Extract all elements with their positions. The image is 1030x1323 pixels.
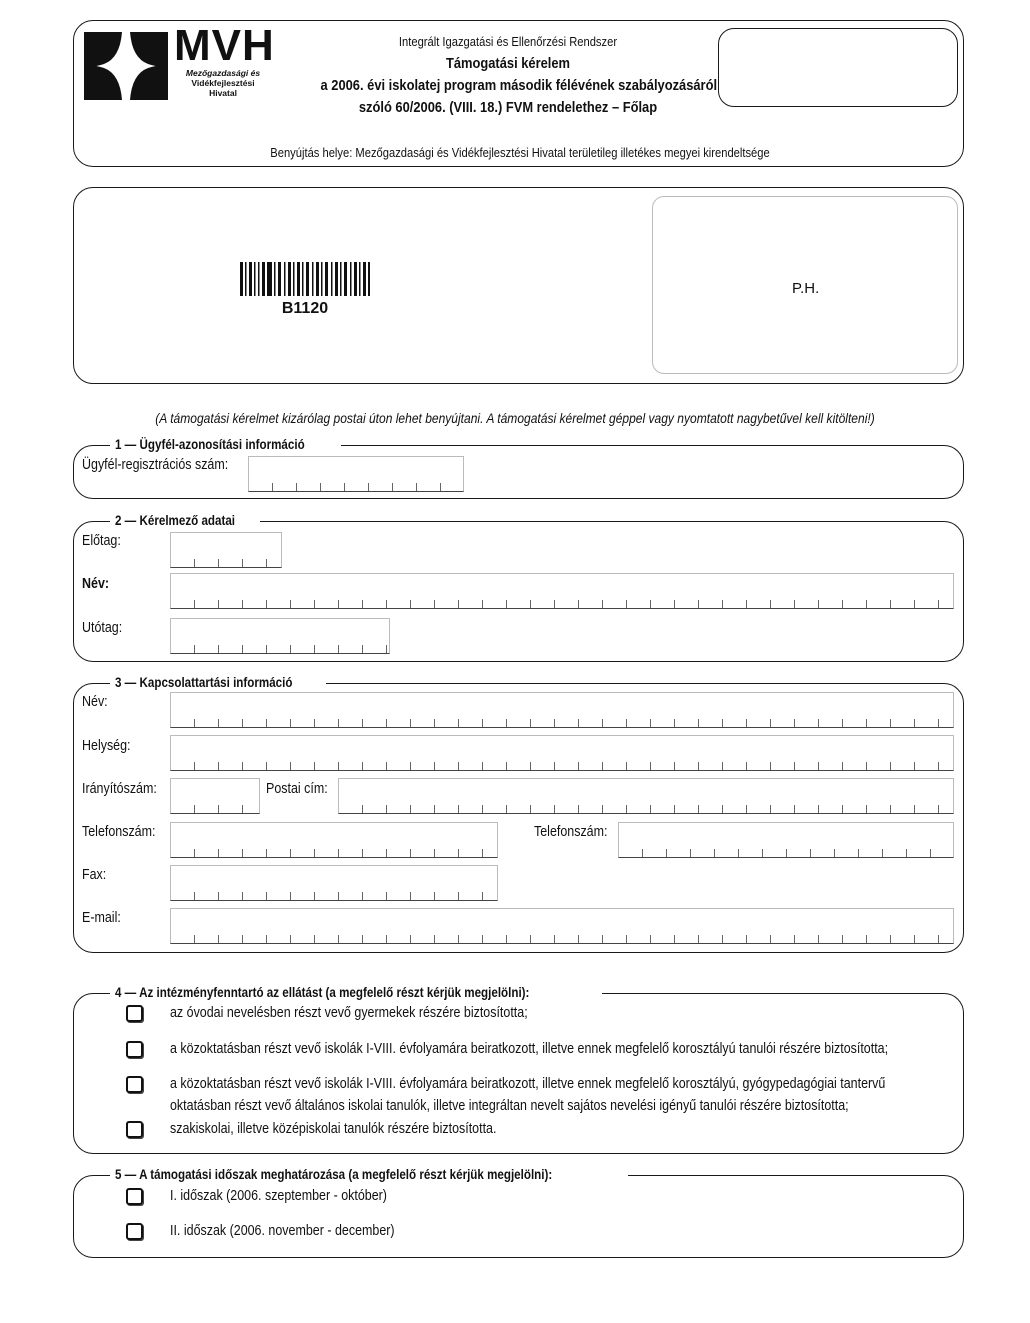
suffix-input[interactable] (170, 618, 390, 654)
phone2-input[interactable] (618, 822, 954, 858)
checkbox-period-1[interactable] (126, 1188, 143, 1205)
client-reg-input[interactable] (248, 456, 464, 492)
checkbox-school-1-8[interactable] (126, 1041, 143, 1058)
section-1-title: 1 — Ügyfél-azonosítási információ (110, 437, 341, 453)
option-special-needs-line2: oktatásban részt vevő általános iskolai tanulók, illetve integráltan nevelt sajátos nevelési igényű tanulói részére biztosította; (170, 1098, 849, 1114)
checkbox-period-2[interactable] (126, 1223, 143, 1240)
zip-label: Irányítószám: (82, 781, 157, 797)
client-reg-label: Ügyfél-regisztrációs szám: (82, 457, 229, 473)
logo-sub-3: Hivatal (209, 88, 237, 98)
stamp-label: P.H. (792, 280, 820, 297)
email-input[interactable] (170, 908, 954, 944)
phone2-label: Telefonszám: (534, 824, 608, 840)
checkbox-kindergarten[interactable] (126, 1005, 143, 1022)
option-secondary: szakiskolai, illetve középiskolai tanulók részére biztosította. (170, 1121, 497, 1137)
fax-input[interactable] (170, 865, 498, 901)
phone1-input[interactable] (170, 822, 498, 858)
logo-subtitle (174, 68, 272, 98)
phone1-label: Telefonszám: (82, 824, 156, 840)
option-special-needs-line1: a közoktatásban részt vevő iskolák I-VIII. évfolyamára beiratkozott, illetve ennek megfelelő korosztályú, gyógypedagógiai tantervű (170, 1076, 886, 1092)
applicant-name-label: Név: (82, 576, 110, 592)
reference-box (718, 28, 958, 107)
option-period-2: II. időszak (2006. november - december) (170, 1223, 395, 1239)
section-2-title: 2 — Kérelmező adatai (110, 513, 260, 529)
prefix-input[interactable] (170, 532, 282, 568)
prefix-label: Előtag: (82, 533, 121, 549)
checkbox-secondary[interactable] (126, 1121, 143, 1138)
section-5-title: 5 — A támogatási időszak meghatározása (a megfelelő részt kérjük megjelölni): (110, 1167, 628, 1183)
form-title-line2: a 2006. évi iskolatej program második félévének szabályozásáról (320, 77, 718, 94)
postal-address-label: Postai cím: (266, 781, 328, 797)
mvh-logo-icon (82, 28, 170, 104)
logo-sub-2: Vidékfejlesztési (191, 78, 255, 88)
section-4-title: 4 — Az intézményfenntartó az ellátást (a megfelelő részt kérjük megjelölni): (110, 985, 602, 1001)
fax-label: Fax: (82, 867, 107, 883)
logo-sub-1: Mezőgazdasági és (185, 68, 261, 78)
suffix-label: Utótag: (82, 620, 123, 636)
postal-address-input[interactable] (338, 778, 954, 814)
form-title-line3: szóló 60/2006. (VIII. 18.) FVM rendelethez – Főlap (358, 99, 658, 116)
option-school-1-8: a közoktatásban részt vevő iskolák I-VIII. évfolyamára beiratkozott, illetve ennek megfelelő korosztályú tanulói részére biztosította; (170, 1041, 889, 1057)
barcode-code: B1120 (281, 300, 329, 317)
instruction-text: (A támogatási kérelmet kizárólag postai úton lehet benyújtani. A támogatási kérelmet géppel vagy nyomtatott nagybetűvel kell kitölteni!) (155, 410, 875, 426)
email-label: E-mail: (82, 910, 121, 926)
applicant-name-input[interactable] (170, 573, 954, 609)
submission-place: Benyújtás helye: Mezőgazdasági és Vidékfejlesztési Hivatal területileg illetékes megyei kirendeltsége (270, 145, 770, 160)
form-title: Támogatási kérelem (445, 55, 571, 72)
zip-input[interactable] (170, 778, 260, 814)
section-3-title: 3 — Kapcsolattartási információ (110, 675, 326, 691)
system-name: Integrált Igazgatási és Ellenőrzési Rendszer (398, 34, 618, 49)
contact-name-label: Név: (82, 694, 108, 710)
city-label: Helység: (82, 738, 131, 754)
checkbox-special-needs[interactable] (126, 1076, 143, 1093)
option-kindergarten: az óvodai nevelésben részt vevő gyermekek részére biztosította; (170, 1005, 528, 1021)
contact-name-input[interactable] (170, 692, 954, 728)
city-input[interactable] (170, 735, 954, 771)
logo-letters: MVH (174, 21, 275, 70)
barcode-icon (240, 262, 370, 296)
option-period-1: I. időszak (2006. szeptember - október) (170, 1188, 387, 1204)
